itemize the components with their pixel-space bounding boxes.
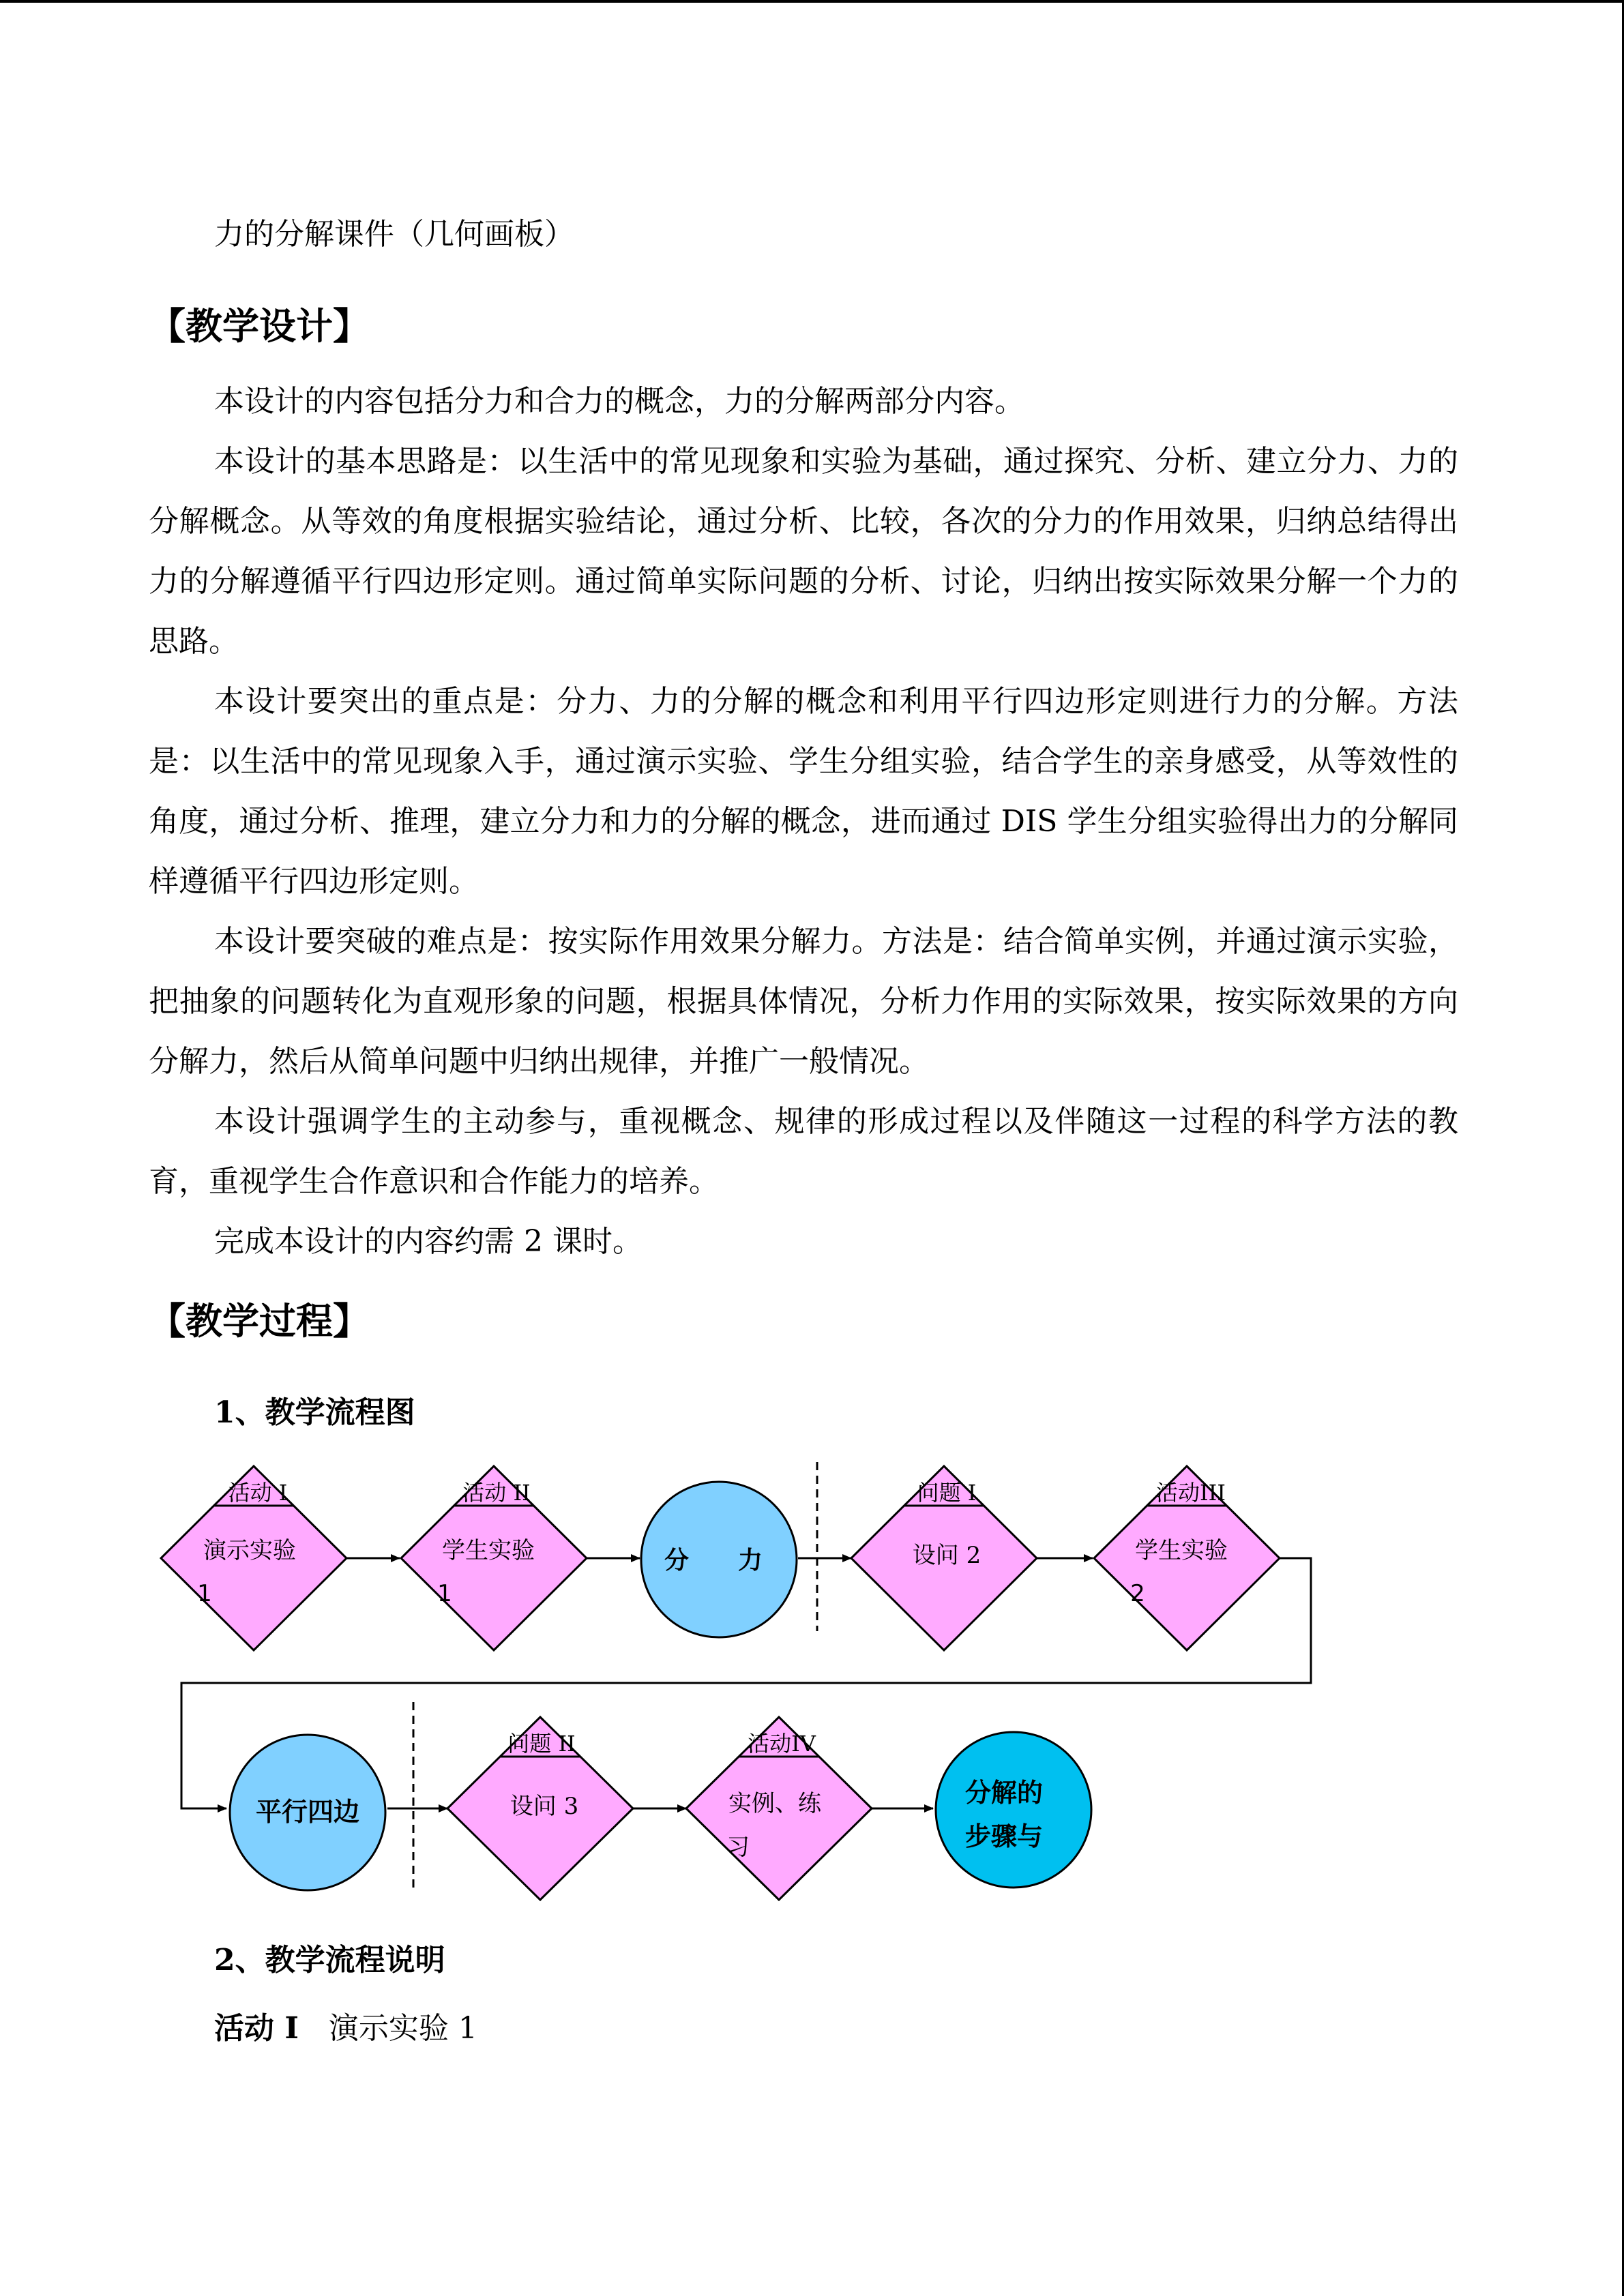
paragraph-4: 本设计要突破的难点是：按实际作用效果分解力。方法是：结合简单实例，并通过演示实验，把抽象的问题转化为直观形象的问题，根据具体情况，分析力作用的实际效果，按实际效果的方向分解力，然后从简单问题中归纳出规律，并推广一般情况。 — [149, 924, 1458, 1079]
flow-node-activity-3 — [1094, 1466, 1280, 1650]
node-2-line-2: 1 — [437, 1580, 452, 1607]
node-5-line-1: 学生实验 — [1135, 1537, 1228, 1564]
flow-node-activity-2 — [401, 1466, 587, 1650]
node-8-line-1: 实例、练 — [728, 1790, 821, 1817]
node-1-line-1: 演示实验 — [203, 1537, 296, 1564]
flow-node-question-1 — [851, 1466, 1037, 1650]
node-1-top-label: 活动 I — [228, 1480, 288, 1506]
design-heading: 【教学设计】 — [149, 305, 370, 348]
node-4-top-label: 问题 I — [917, 1480, 977, 1506]
activity-line — [214, 2003, 477, 2047]
node-2-top-label: 活动 II — [462, 1480, 531, 1506]
page-top-border — [0, 0, 1624, 3]
flow-desc-title: 2、教学流程说明 — [214, 1943, 445, 1978]
flow-node-parallelogram — [230, 1735, 385, 1890]
node-5-line-2: 2 — [1130, 1580, 1145, 1607]
teaching-flowchart — [0, 1452, 1624, 1916]
activity-text: 演示实验 1 — [328, 2011, 477, 2046]
flow-node-activity-4 — [686, 1717, 872, 1900]
paragraph-3: 本设计要突出的重点是：分力、力的分解的概念和利用平行四边形定则进行力的分解。方法是：以生活中的常见现象入手，通过演示实验、学生分组实验，结合学生的亲身感受，从等效性的角度，通过分析、推理，建立分力和力的分解的概念，进而通过 DIS 学生分组实验得出力的分解同样遵循平行四边形定则。 — [149, 684, 1458, 899]
node-4-line-1: 设问 2 — [912, 1542, 981, 1569]
resource-line: 力的分解课件（几何画板） — [214, 217, 574, 252]
node-8-line-2: 习 — [726, 1834, 750, 1861]
node-2-line-1: 学生实验 — [442, 1537, 535, 1564]
node-3-label: 分 力 — [664, 1547, 763, 1575]
paragraph-2: 本设计的基本思路是：以生活中的常见现象和实验为基础，通过探究、分析、建立分力、力的分解概念。从等效的角度根据实验结论，通过分析、比较，各次的分力的作用效果，归纳总结得出力的分解遵循平行四边形定则。通过简单实际问题的分析、讨论，归纳出按实际效果分解一个力的思路。 — [149, 444, 1458, 659]
paragraph-6: 完成本设计的内容约需 2 课时。 — [214, 1224, 643, 1259]
flow-title: 1、教学流程图 — [214, 1395, 415, 1430]
paragraph-5: 本设计强调学生的主动参与，重视概念、规律的形成过程以及伴随这一过程的科学方法的教育，重视学生合作意识和合作能力的培养。 — [149, 1104, 1458, 1199]
flow-node-activity-1 — [161, 1466, 346, 1650]
node-6-label: 平行四边 — [255, 1797, 360, 1827]
process-heading: 【教学过程】 — [149, 1300, 370, 1343]
node-9-line-1: 分解的 — [964, 1778, 1044, 1808]
flow-node-decomposition-steps — [936, 1732, 1091, 1888]
node-9-line-2: 步骤与 — [964, 1821, 1044, 1851]
node-7-line-1: 设问 3 — [510, 1793, 579, 1820]
activity-label: 活动 I — [214, 2011, 299, 2046]
node-8-top-label: 活动IV — [748, 1731, 816, 1757]
flow-node-component-force — [641, 1482, 797, 1637]
flow-node-question-2 — [447, 1717, 633, 1900]
paragraph-1: 本设计的内容包括分力和合力的概念，力的分解两部分内容。 — [214, 384, 1024, 419]
node-1-line-2: 1 — [197, 1580, 212, 1607]
node-7-top-label: 问题 II — [507, 1731, 576, 1757]
node-5-top-label: 活动III — [1156, 1480, 1226, 1506]
